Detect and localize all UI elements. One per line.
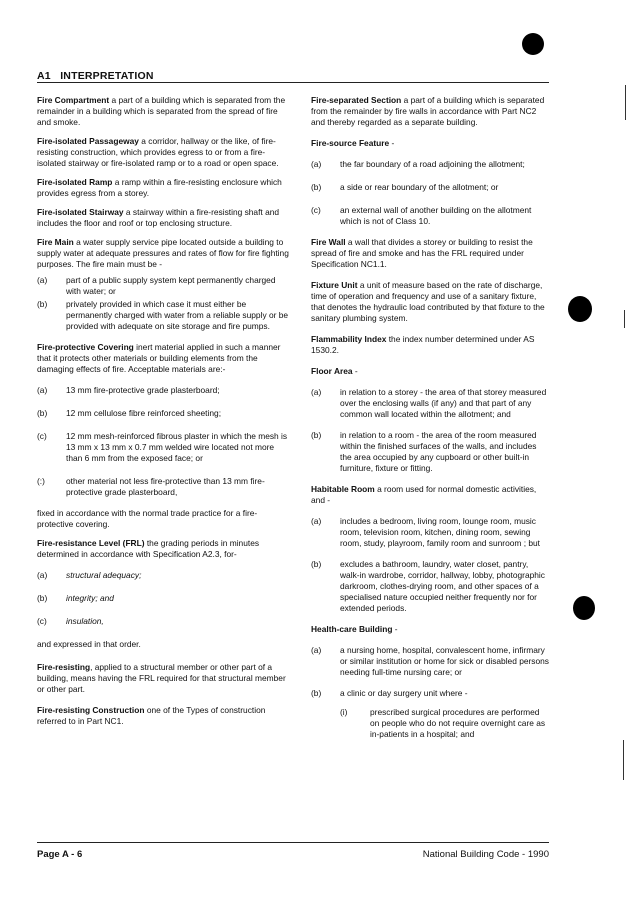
section-title: INTERPRETATION xyxy=(60,70,154,82)
list-item: (b) excludes a bathroom, laundry, water closet, pantry, walk-in wardrobe, corridor, hallway, lobby, photographic darkroom, clothes-drying room, and other spaces of a specialised nature occupied neither frequently nor for extended periods. xyxy=(311,559,545,613)
definition-fire-source-feature: Fire-source Feature - xyxy=(311,138,395,148)
list-item: (a) the far boundary of a road adjoining the allotment; xyxy=(311,159,525,169)
definition-fixture-unit: Fixture Unit a unit of measure based on the rate of discharge, time of operation and frequency and use of a sanitary fixture, that denotes the hydraulic load contributed by that fixture to the sanitary plumbing system. xyxy=(311,280,545,323)
list-item: (a) includes a bedroom, living room, lounge room, music room, television room, kitchen, dining room, sewing room, study, playroom, family room and sunroom ; but xyxy=(311,516,540,548)
definition-habitable-room: Habitable Room a room used for normal domestic activities, and - xyxy=(311,484,537,505)
list-item: (a) 13 mm fire-protective grade plasterboard; xyxy=(37,385,220,395)
footer-rule xyxy=(37,842,549,843)
list-item: (b) in relation to a room - the area of the room measured within the finished surfaces of the walls, and includes the area occupied by any cupboard or other built-in furniture, fixture or fitting. xyxy=(311,430,537,473)
edge-mark xyxy=(624,310,625,328)
definition-fire-wall: Fire Wall a wall that divides a storey or building to resist the spread of fire and smoke and has the FRL required under Specification NC1.1. xyxy=(311,237,533,269)
definition-fire-isolated-passageway: Fire-isolated Passageway a corridor, hallway or the like, of fire-resisting construction, which provides egress to or from a fire-isolated stairway or fire-isolated ramp or to a road or open space. xyxy=(37,136,279,168)
list-item: (b) privately provided in which case it must either be permanently charged with water from a reliable supply or be provided with adequate on site storage and fire pumps. xyxy=(37,299,289,331)
page-number: Page A - 6 xyxy=(37,849,83,860)
document-title: National Building Code - 1990 xyxy=(422,849,549,860)
punch-hole-bottom xyxy=(573,596,595,620)
list-item: (b) a clinic or day surgery unit where - xyxy=(311,688,468,698)
header-rule xyxy=(37,82,549,83)
running-header xyxy=(37,70,154,82)
definition-fire-compartment: Fire Compartment a part of a building which is separated from the remainder in a building which is separated from the spread of fire and smoke. xyxy=(37,95,286,127)
list-item: (a) part of a public supply system kept permanently charged with water; or xyxy=(37,275,276,296)
definition-fire-resisting: Fire-resisting, applied to a structural member or other part of a building, means having the FRL required for that structural member or other part. xyxy=(37,662,286,694)
definition-fire-isolated-ramp: Fire-isolated Ramp a ramp within a fire-resisting enclosure which provides egress from a storey. xyxy=(37,177,282,198)
definition-flammability-index: Flammability Index the index number determined under AS 1530.2. xyxy=(311,334,535,355)
list-item: (a) in relation to a storey - the area of that storey measured over the enclosing walls (if any) and that part of any common wall located within the allotment; and xyxy=(311,387,547,419)
covering-trailer: fixed in accordance with the normal trade practice for a fire-protective covering. xyxy=(37,508,258,529)
list-item: (a) a nursing home, hospital, convalescent home, infirmary or similar institution or home for sick or disabled persons needing full-time nursing care; or xyxy=(311,645,549,677)
punch-hole-middle xyxy=(568,296,592,322)
right-column xyxy=(311,95,550,745)
definition-health-care-building: Health-care Building - xyxy=(311,624,398,634)
list-item: (c) 12 mm mesh-reinforced fibrous plaster in which the mesh is 13 mm x 13 mm x 0.7 mm welded wire located not more than 6 mm from the exposed face; or xyxy=(37,431,288,463)
definition-fire-isolated-stairway: Fire-isolated Stairway a stairway within a fire-resisting shaft and includes the floor and roof or top enclosing structure. xyxy=(37,207,280,228)
list-item: (a) structural adequacy; xyxy=(37,570,142,580)
frl-trailer: and expressed in that order. xyxy=(37,639,141,649)
edge-mark xyxy=(623,740,624,780)
section-number: A1 xyxy=(37,70,51,82)
list-item: (:) other material not less fire-protective than 13 mm fire-protective grade plasterboard, xyxy=(37,476,265,497)
definition-fire-main: Fire Main a water supply service pipe located outside a building to supply water at adequate pressures and rates of flow for fire fighting purposes. The fire main must be - xyxy=(37,237,289,269)
list-item: (c) insulation, xyxy=(37,616,104,626)
definition-fire-separated-section: Fire-separated Section a part of a building which is separated from the remainder by fire walls in accordance with Part NC2 and thereby regarded as a separate building. xyxy=(311,95,545,127)
definition-fire-resisting-construction: Fire-resisting Construction one of the Types of construction referred to in Part NC1. xyxy=(37,705,266,726)
definition-fire-protective-covering: Fire-protective Covering inert material applied in such a manner that it protects other materials or building elements from the damaging effects of fire. Acceptable materials are:- xyxy=(37,342,281,374)
definition-frl: Fire-resistance Level (FRL) the grading periods in minutes determined in accordance with Specification A2.3, for- xyxy=(37,538,260,559)
sub-list-item: (i) prescribed surgical procedures are performed on people who do not require overnight care as in-patients in a hospital; and xyxy=(340,707,546,739)
list-item: (b) 12 mm cellulose fibre reinforced sheeting; xyxy=(37,408,222,418)
list-item: (b) a side or rear boundary of the allotment; or xyxy=(311,182,499,192)
left-column xyxy=(37,95,289,735)
list-item: (b) integrity; and xyxy=(37,593,114,603)
definition-floor-area: Floor Area - xyxy=(311,366,358,376)
edge-mark xyxy=(625,85,626,120)
list-item: (c) an external wall of another building on the allotment which is not of Class 10. xyxy=(311,205,532,226)
punch-hole-top xyxy=(522,33,544,55)
